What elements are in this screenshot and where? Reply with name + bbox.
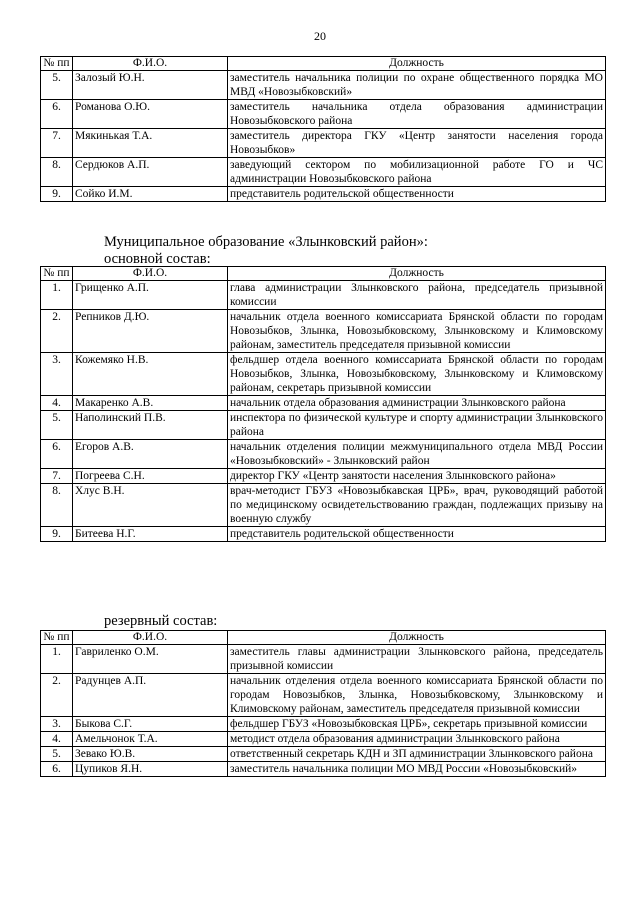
members-table-continued <box>40 56 606 202</box>
person-position: заведующий сектором по мобилизационной работе ГО и ЧС администрации Новозыбковского района <box>228 158 606 187</box>
table-row <box>41 440 606 469</box>
person-name: Сойко И.М. <box>73 187 228 202</box>
header-name: Ф.И.О. <box>73 631 228 645</box>
table-row <box>41 747 606 762</box>
table-row <box>41 645 606 674</box>
row-number: 1. <box>41 645 73 674</box>
row-number: 7. <box>41 129 73 158</box>
table-row <box>41 100 606 129</box>
table-row <box>41 396 606 411</box>
header-num: № пп <box>41 631 73 645</box>
person-position: заместитель начальника отдела образования администрации Новозыбковского района <box>228 100 606 129</box>
person-position: начальник отделения полиции межмуниципального отдела МВД России «Новозыбковский» - Злынковский район <box>228 440 606 469</box>
person-name: Хлус В.Н. <box>73 484 228 527</box>
person-name: Романова О.Ю. <box>73 100 228 129</box>
person-position: фельдшер ГБУЗ «Новозыбковская ЦРБ», секретарь призывной комиссии <box>228 717 606 732</box>
person-name: Репников Д.Ю. <box>73 310 228 353</box>
header-name: Ф.И.О. <box>73 267 228 281</box>
person-name: Погреева С.Н. <box>73 469 228 484</box>
person-position: директор ГКУ «Центр занятости населения Злынковского района» <box>228 469 606 484</box>
person-name: Цупиков Я.Н. <box>73 762 228 777</box>
person-name: Егоров А.В. <box>73 440 228 469</box>
person-name: Грищенко А.П. <box>73 281 228 310</box>
person-name: Битеева Н.Г. <box>73 527 228 542</box>
person-position: начальник отдела образования администрации Злынковского района <box>228 396 606 411</box>
person-position: заместитель директора ГКУ «Центр занятости населения города Новозыбков» <box>228 129 606 158</box>
header-position: Должность <box>228 267 606 281</box>
person-name: Гавриленко О.М. <box>73 645 228 674</box>
table-row <box>41 674 606 717</box>
row-number: 8. <box>41 484 73 527</box>
person-position: заместитель начальника полиции МО МВД России «Новозыбковский» <box>228 762 606 777</box>
row-number: 9. <box>41 187 73 202</box>
header-position: Должность <box>228 631 606 645</box>
person-name: Сердюков А.П. <box>73 158 228 187</box>
page-number: 20 <box>314 29 326 43</box>
person-position: ответственный секретарь КДН и ЗП администрации Злынковского района <box>228 747 606 762</box>
table-header-row <box>41 57 606 71</box>
person-position: заместитель начальника полиции по охране общественного порядка МО МВД «Новозыбковский» <box>228 71 606 100</box>
table-row <box>41 762 606 777</box>
table-row <box>41 469 606 484</box>
row-number: 6. <box>41 762 73 777</box>
person-name: Радунцев А.П. <box>73 674 228 717</box>
person-name: Кожемяко Н.В. <box>73 353 228 396</box>
person-name: Макаренко А.В. <box>73 396 228 411</box>
row-number: 6. <box>41 100 73 129</box>
person-position: глава администрации Злынковского района, председатель призывной комиссии <box>228 281 606 310</box>
row-number: 4. <box>41 732 73 747</box>
row-number: 5. <box>41 747 73 762</box>
table-row <box>41 411 606 440</box>
person-position: инспектора по физической культуре и спорту администрации Злынковского района <box>228 411 606 440</box>
person-name: Быкова С.Г. <box>73 717 228 732</box>
row-number: 1. <box>41 281 73 310</box>
header-name: Ф.И.О. <box>73 57 228 71</box>
row-number: 7. <box>41 469 73 484</box>
person-name: Мякинькая Т.А. <box>73 129 228 158</box>
table-row <box>41 484 606 527</box>
person-position: начальник отделения отдела военного комиссариата Брянской области по городам Новозыбков, Злынка, Новозыбковскому, Злынковскому и Климовскому районам, заместитель председателя призывной комиссии <box>228 674 606 717</box>
row-number: 8. <box>41 158 73 187</box>
row-number: 4. <box>41 396 73 411</box>
table-row <box>41 158 606 187</box>
row-number: 3. <box>41 353 73 396</box>
row-number: 3. <box>41 717 73 732</box>
table-row <box>41 353 606 396</box>
reserve-composition-table <box>40 630 606 777</box>
person-position: фельдшер отдела военного комиссариата Брянской области по городам Новозыбков, Злынка, Новозыбковскому, Злынковскому и Климовскому районам, секретарь призывной комиссии <box>228 353 606 396</box>
main-composition-label: основной состав: <box>104 251 211 267</box>
person-name: Наполинский П.В. <box>73 411 228 440</box>
header-num: № пп <box>41 57 73 71</box>
person-position: заместитель главы администрации Злынковского района, председатель призывной комиссии <box>228 645 606 674</box>
table-row <box>41 527 606 542</box>
table-row <box>41 129 606 158</box>
person-position: представитель родительской общественности <box>228 187 606 202</box>
person-name: Зевако Ю.В. <box>73 747 228 762</box>
person-name: Залозый Ю.Н. <box>73 71 228 100</box>
header-num: № пп <box>41 267 73 281</box>
reserve-composition-label: резервный состав: <box>104 613 218 629</box>
person-position: представитель родительской общественности <box>228 527 606 542</box>
row-number: 9. <box>41 527 73 542</box>
table-row <box>41 281 606 310</box>
row-number: 2. <box>41 310 73 353</box>
row-number: 2. <box>41 674 73 717</box>
table-header-row <box>41 267 606 281</box>
person-position: методист отдела образования администрации Злынковского района <box>228 732 606 747</box>
row-number: 5. <box>41 411 73 440</box>
section-title: Муниципальное образование «Злынковский район»: <box>104 234 428 250</box>
table-row <box>41 71 606 100</box>
table-row <box>41 310 606 353</box>
person-position: врач-методист ГБУЗ «Новозыбкавская ЦРБ», врач, руководящий работой по медицинскому освидетельствованию граждан, подлежащих призыву на военную службу <box>228 484 606 527</box>
table-row <box>41 732 606 747</box>
header-position: Должность <box>228 57 606 71</box>
person-position: начальник отдела военного комиссариата Брянской области по городам Новозыбков, Злынка, Новозыбковскому, Злынковскому и Климовскому районам, заместитель председателя призывной комиссии <box>228 310 606 353</box>
main-composition-table <box>40 266 606 542</box>
table-row <box>41 187 606 202</box>
row-number: 6. <box>41 440 73 469</box>
row-number: 5. <box>41 71 73 100</box>
person-name: Амельчонок Т.А. <box>73 732 228 747</box>
table-header-row <box>41 631 606 645</box>
table-row <box>41 717 606 732</box>
